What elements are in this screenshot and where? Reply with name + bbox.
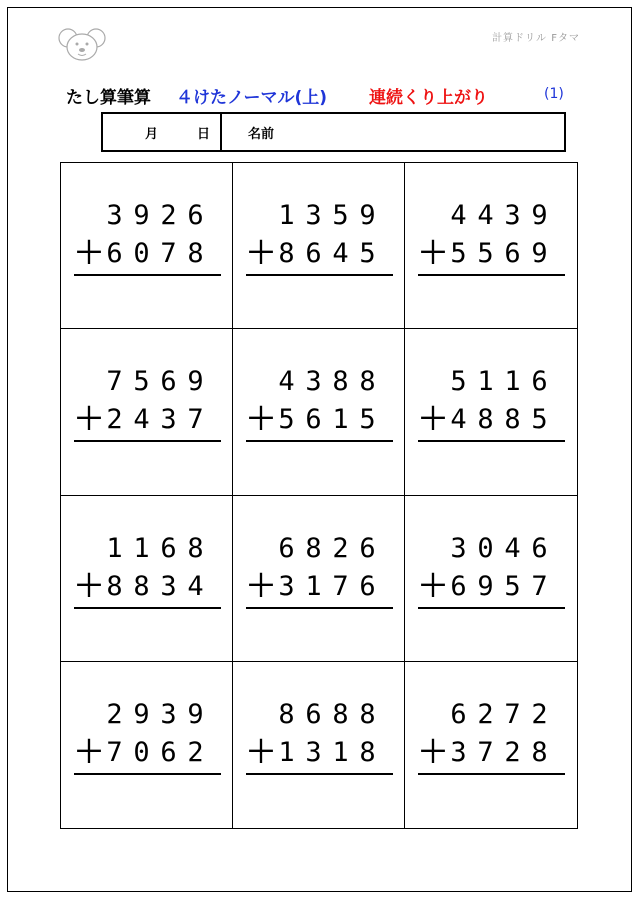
digit: 5 <box>359 238 376 269</box>
addend-bottom <box>418 235 566 273</box>
addend-bottom <box>74 734 222 772</box>
digit: 5 <box>332 200 349 231</box>
digit: 6 <box>160 366 177 397</box>
digit: 1 <box>332 737 349 768</box>
digit: 8 <box>187 238 204 269</box>
plus-sign: ＋ <box>418 236 448 271</box>
addition-problem <box>246 696 394 772</box>
digit: 1 <box>106 533 123 564</box>
digit: 8 <box>278 699 295 730</box>
plus-sign: ＋ <box>74 236 104 271</box>
digit: 3 <box>450 533 467 564</box>
digit: 1 <box>504 366 521 397</box>
problem-cell <box>233 496 405 662</box>
digit: 6 <box>531 533 548 564</box>
answer-line <box>246 274 393 276</box>
plus-sign: ＋ <box>246 735 276 770</box>
digit: 3 <box>305 737 322 768</box>
digit: 9 <box>531 238 548 269</box>
digit: 2 <box>187 737 204 768</box>
problem-cell <box>233 163 405 329</box>
digit: 7 <box>504 699 521 730</box>
month-label: 月 <box>145 127 159 142</box>
digit: 8 <box>106 571 123 602</box>
addend-top <box>418 696 566 734</box>
answer-line <box>418 440 565 442</box>
digit: 7 <box>531 571 548 602</box>
addition-problem <box>246 197 394 273</box>
digit: 6 <box>305 404 322 435</box>
digit: 8 <box>332 699 349 730</box>
answer-line <box>418 607 565 609</box>
digit: 9 <box>187 699 204 730</box>
digit: 4 <box>477 200 494 231</box>
problem-cell <box>61 163 233 329</box>
addend-top <box>246 197 394 235</box>
problem-cell <box>61 496 233 662</box>
addend-bottom <box>246 401 394 439</box>
digit: 8 <box>133 571 150 602</box>
digit: 6 <box>278 533 295 564</box>
digit: 8 <box>305 533 322 564</box>
digit: 9 <box>359 200 376 231</box>
digit: 7 <box>106 737 123 768</box>
plus-sign: ＋ <box>418 569 448 604</box>
digit: 7 <box>477 737 494 768</box>
digit: 8 <box>504 404 521 435</box>
digit: 9 <box>133 200 150 231</box>
addend-bottom <box>418 734 566 772</box>
digit: 1 <box>278 200 295 231</box>
digit: 9 <box>477 571 494 602</box>
digit: 1 <box>305 571 322 602</box>
addend-bottom <box>418 568 566 606</box>
addend-top <box>74 696 222 734</box>
addition-problem <box>418 197 566 273</box>
digit: 5 <box>450 366 467 397</box>
digit: 7 <box>106 366 123 397</box>
addend-top <box>74 197 222 235</box>
digit: 2 <box>332 533 349 564</box>
digit: 1 <box>332 404 349 435</box>
digit: 6 <box>450 699 467 730</box>
problem-cell <box>405 163 577 329</box>
digit: 6 <box>106 238 123 269</box>
digit: 4 <box>332 238 349 269</box>
addend-top <box>246 530 394 568</box>
addition-problem <box>246 530 394 606</box>
digit: 1 <box>477 366 494 397</box>
digit: 8 <box>477 404 494 435</box>
digit: 3 <box>106 200 123 231</box>
name-date-box <box>101 112 566 152</box>
digit: 0 <box>133 737 150 768</box>
digit: 6 <box>450 571 467 602</box>
digit: 6 <box>305 699 322 730</box>
problem-grid <box>60 162 578 829</box>
digit: 3 <box>160 571 177 602</box>
brand-label: 計算ドリル Fタマ <box>492 33 580 44</box>
mouse-logo-icon <box>58 26 106 62</box>
day-label: 日 <box>197 127 211 142</box>
digit: 2 <box>477 699 494 730</box>
digit: 8 <box>187 533 204 564</box>
digit: 4 <box>450 404 467 435</box>
digit: 2 <box>106 404 123 435</box>
digit: 6 <box>359 533 376 564</box>
digit: 8 <box>359 366 376 397</box>
plus-sign: ＋ <box>418 402 448 437</box>
answer-line <box>74 607 221 609</box>
digit: 4 <box>504 533 521 564</box>
plus-sign: ＋ <box>246 569 276 604</box>
answer-line <box>418 773 565 775</box>
addend-bottom <box>246 568 394 606</box>
digit: 3 <box>160 699 177 730</box>
digit: 6 <box>160 533 177 564</box>
problem-cell <box>233 329 405 496</box>
digit: 5 <box>477 238 494 269</box>
plus-sign: ＋ <box>74 735 104 770</box>
digit: 6 <box>504 238 521 269</box>
digit: 5 <box>133 366 150 397</box>
digit: 2 <box>531 699 548 730</box>
digit: 3 <box>450 737 467 768</box>
problem-cell <box>61 329 233 496</box>
addition-problem <box>74 363 222 439</box>
digit: 2 <box>106 699 123 730</box>
digit: 3 <box>160 404 177 435</box>
digit: 3 <box>504 200 521 231</box>
name-label: 名前 <box>248 127 275 142</box>
digit: 9 <box>133 699 150 730</box>
name-box-divider <box>220 114 222 150</box>
sheet-number: (1) <box>544 86 564 102</box>
addend-bottom <box>74 235 222 273</box>
addend-bottom <box>74 401 222 439</box>
worksheet-title <box>66 83 576 107</box>
addend-top <box>74 530 222 568</box>
plus-sign: ＋ <box>418 735 448 770</box>
answer-line <box>74 274 221 276</box>
digit: 1 <box>133 533 150 564</box>
digit: 0 <box>133 238 150 269</box>
addition-problem <box>74 530 222 606</box>
digit: 0 <box>477 533 494 564</box>
addition-problem <box>74 696 222 772</box>
digit: 3 <box>278 571 295 602</box>
problem-cell <box>233 662 405 828</box>
digit: 6 <box>160 737 177 768</box>
title-type: 連続くり上がり <box>369 88 488 108</box>
problem-cell <box>405 329 577 496</box>
answer-line <box>74 440 221 442</box>
answer-line <box>246 440 393 442</box>
digit: 6 <box>187 200 204 231</box>
answer-line <box>246 773 393 775</box>
digit: 8 <box>531 737 548 768</box>
addend-bottom <box>246 734 394 772</box>
addition-problem <box>418 696 566 772</box>
addend-bottom <box>246 235 394 273</box>
addition-problem <box>418 363 566 439</box>
digit: 9 <box>187 366 204 397</box>
digit: 8 <box>359 699 376 730</box>
digit: 8 <box>332 366 349 397</box>
plus-sign: ＋ <box>74 402 104 437</box>
title-level: ４けたノーマル(上) <box>176 88 328 108</box>
digit: 5 <box>531 404 548 435</box>
title-operation: たし算筆算 <box>66 88 151 108</box>
answer-line <box>246 607 393 609</box>
addend-top <box>74 363 222 401</box>
digit: 7 <box>332 571 349 602</box>
digit: 7 <box>160 238 177 269</box>
addition-problem <box>74 197 222 273</box>
plus-sign: ＋ <box>246 236 276 271</box>
digit: 6 <box>305 238 322 269</box>
problem-cell <box>61 662 233 828</box>
problem-cell <box>405 496 577 662</box>
addend-top <box>418 363 566 401</box>
addition-problem <box>418 530 566 606</box>
digit: 6 <box>531 366 548 397</box>
digit: 4 <box>133 404 150 435</box>
digit: 3 <box>305 200 322 231</box>
addend-bottom <box>418 401 566 439</box>
addend-top <box>418 197 566 235</box>
digit: 8 <box>278 238 295 269</box>
digit: 8 <box>359 737 376 768</box>
digit: 5 <box>359 404 376 435</box>
addend-top <box>246 696 394 734</box>
digit: 2 <box>504 737 521 768</box>
addend-bottom <box>74 568 222 606</box>
digit: 3 <box>305 366 322 397</box>
digit: 1 <box>278 737 295 768</box>
digit: 7 <box>187 404 204 435</box>
answer-line <box>74 773 221 775</box>
digit: 5 <box>278 404 295 435</box>
digit: 9 <box>531 200 548 231</box>
digit: 2 <box>160 200 177 231</box>
digit: 4 <box>450 200 467 231</box>
digit: 4 <box>187 571 204 602</box>
answer-line <box>418 274 565 276</box>
addend-top <box>418 530 566 568</box>
plus-sign: ＋ <box>246 402 276 437</box>
plus-sign: ＋ <box>74 569 104 604</box>
digit: 5 <box>504 571 521 602</box>
addition-problem <box>246 363 394 439</box>
addend-top <box>246 363 394 401</box>
problem-cell <box>405 662 577 828</box>
digit: 5 <box>450 238 467 269</box>
digit: 6 <box>359 571 376 602</box>
digit: 4 <box>278 366 295 397</box>
